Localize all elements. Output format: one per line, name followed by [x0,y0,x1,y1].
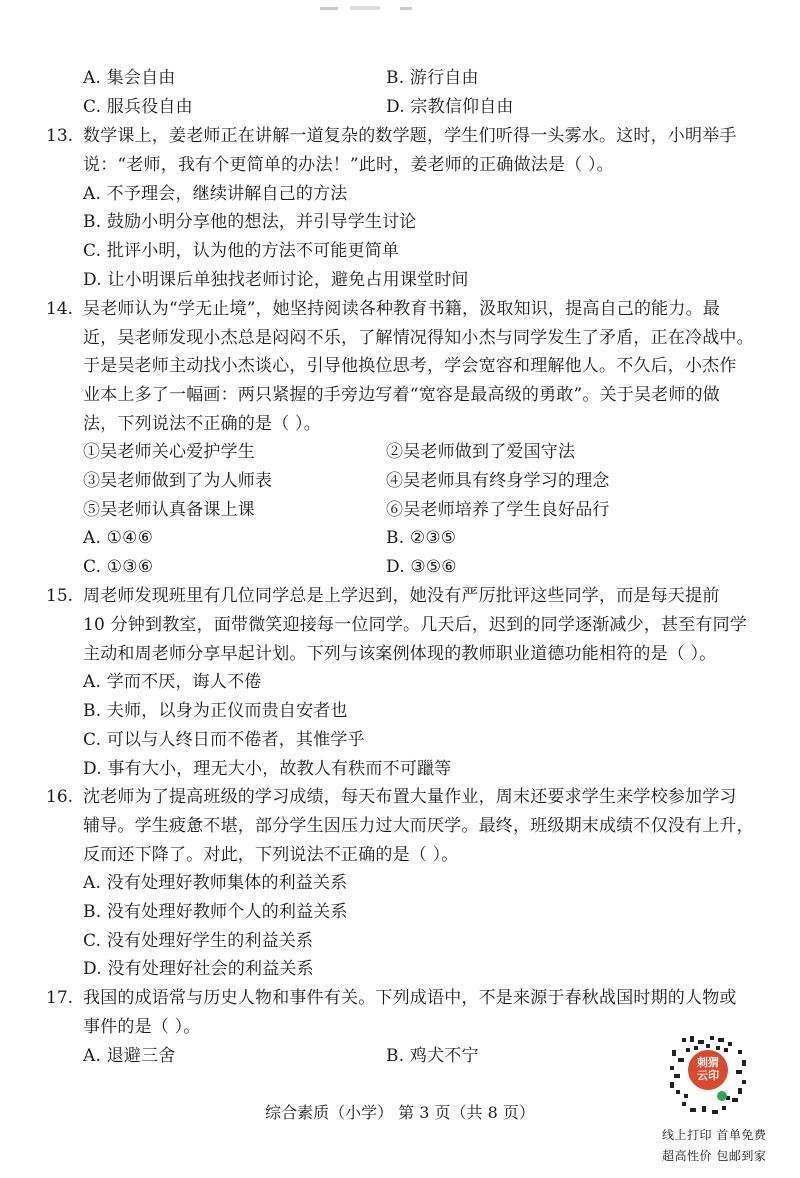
q16-option-d: D. 没有处理好社会的利益关系 [83,959,314,979]
q14-option-d: D. ③⑤⑥ [386,557,457,577]
q13-option-b: B. 鼓励小明分享他的想法，并引导学生讨论 [83,212,417,232]
q14-statement-5: ⑤吴老师认真备课上课 [83,500,255,520]
q13-option-d: D. 让小明课后单独找老师讨论，避免占用课堂时间 [83,270,469,290]
q15-option-c: C. 可以与人终日而不倦者，其惟学乎 [83,730,365,750]
q16-option-c: C. 没有处理好学生的利益关系 [83,931,314,951]
q12-option-a: A. 集会自由 [83,68,176,88]
q14-stem-4: 业本上多了一幅画：两只紧握的手旁边写着“宽容是最高级的勇敢”。关于吴老师的做 [83,385,720,405]
qr-badge-text: 刺猬云印 [697,1056,719,1082]
q13-option-c: C. 批评小明，认为他的方法不可能更简单 [83,241,400,261]
q14-option-a: A. ①④⑥ [83,528,154,548]
q15-option-a: A. 学而不厌，诲人不倦 [83,672,262,692]
q13-stem-2: 说：“老师，我有个更简单的办法！”此时，姜老师的正确做法是（ ）。 [83,155,614,175]
q17-option-b: B. 鸡犬不宁 [386,1046,479,1066]
scan-artifact [310,4,460,14]
q16-stem-3: 反而还下降了。对此，下列说法不正确的是（ ）。 [83,845,459,865]
q16-number: 16. [46,787,74,807]
q14-stem-2: 近，吴老师发现小杰总是闷闷不乐，了解情况得知小杰与同学发生了矛盾，正在冷战中。 [83,328,754,348]
q14-number: 14. [46,299,74,319]
q16-stem-2: 辅导。学生疲惫不堪，部分学生因压力过大而厌学。最终，班级期末成绩不仅没有上升， [83,816,754,836]
q14-stem-5: 法，下列说法不正确的是（ ）。 [83,414,321,434]
qr-caption-line2: 超高性价 包邮到家 [662,1149,767,1163]
q15-stem-1: 周老师发现班里有几位同学总是上学迟到，她没有严厉批评这些同学，而是每天提前 [83,586,720,606]
q13-number: 13. [46,126,74,146]
q17-option-a: A. 退避三舍 [83,1046,176,1066]
qr-code[interactable] [662,1030,754,1122]
q16-option-b: B. 没有处理好教师个人的利益关系 [83,902,348,922]
q15-stem-3: 主动和周老师分享早起计划。下列与该案例体现的教师职业道德功能相符的是（ ）。 [83,644,717,664]
q15-option-d: D. 事有大小，理无大小，故教人有秩而不可躐等 [83,759,452,779]
q17-stem-2: 事件的是（ ）。 [83,1017,201,1037]
q14-statement-2: ②吴老师做到了爱国守法 [386,442,576,462]
q12-option-b: B. 游行自由 [386,68,479,88]
q15-stem-2: 10 分钟到教室，面带微笑迎接每一位同学。几天后，迟到的同学逐渐减少，甚至有同学 [83,615,748,635]
q17-stem-1: 我国的成语常与历史人物和事件有关。下列成语中，不是来源于春秋战国时期的人物或 [83,988,737,1008]
q15-option-b: B. 夫师，以身为正仪而贵自安者也 [83,701,348,721]
q13-stem-1: 数学课上，姜老师正在讲解一道复杂的数学题，学生们听得一头雾水。这时，小明举手 [83,126,737,146]
q14-stem-1: 吴老师认为“学无止境”，她坚持阅读各种教育书籍，汲取知识，提高自己的能力。最 [83,299,720,319]
q17-number: 17. [46,988,74,1008]
q12-option-d: D. 宗教信仰自由 [386,97,514,117]
q14-stem-3: 于是吴老师主动找小杰谈心，引导他换位思考，学会宽容和理解他人。不久后，小杰作 [83,356,737,376]
q14-option-c: C. ①③⑥ [83,557,154,577]
q13-option-a: A. 不予理会，继续讲解自己的方法 [83,184,348,204]
q14-statement-3: ③吴老师做到了为人师表 [83,471,273,491]
q14-statement-4: ④吴老师具有终身学习的理念 [386,471,610,491]
q14-option-b: B. ②③⑤ [386,528,457,548]
q16-stem-1: 沈老师为了提高班级的学习成绩，每天布置大量作业，周末还要求学生来学校参加学习 [83,787,737,807]
q16-option-a: A. 没有处理好教师集体的利益关系 [83,873,348,893]
page-footer: 综合素质（小学） 第 3 页（共 8 页） [265,1103,535,1122]
q14-statement-6: ⑥吴老师培养了学生良好品行 [386,500,610,520]
q14-statement-1: ①吴老师关心爱护学生 [83,442,255,462]
q15-number: 15. [46,586,74,606]
q12-option-c: C. 服兵役自由 [83,97,193,117]
qr-caption-line1: 线上打印 首单免费 [662,1128,767,1142]
